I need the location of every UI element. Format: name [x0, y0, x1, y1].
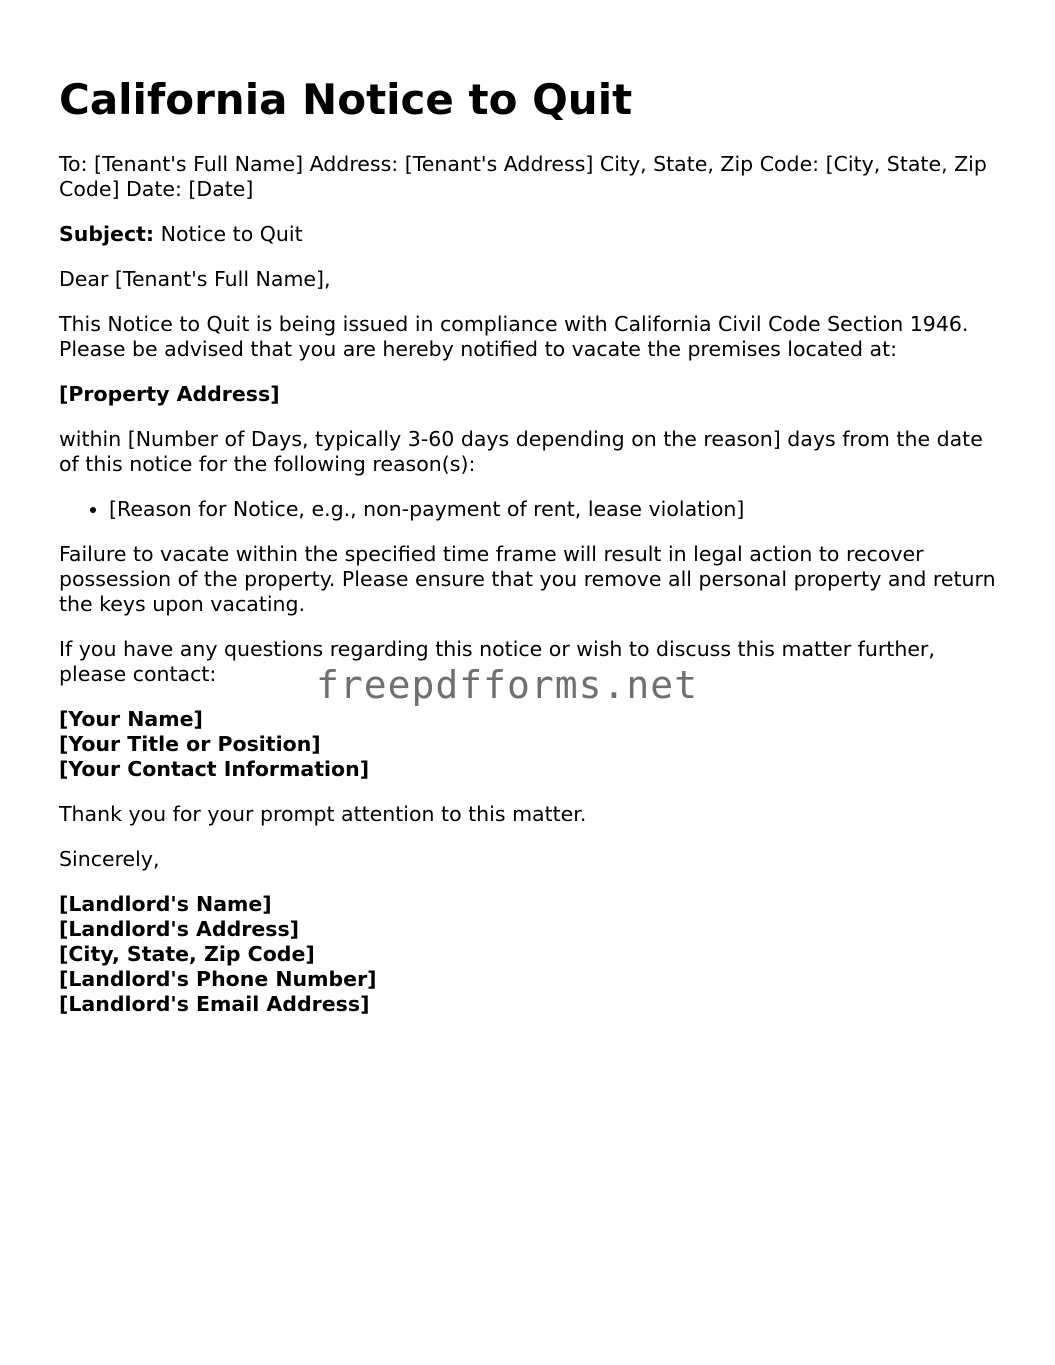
recipient-line: To: [Tenant's Full Name] Address: [Tenant's Address] City, State, Zip Code: [City, State, Zip Code] Date: [Date] — [59, 152, 987, 201]
questions-paragraph: If you have any questions regarding this notice or wish to discuss this matter further, please contact: — [59, 637, 935, 686]
property-address: [Property Address] — [59, 382, 280, 406]
watermark: freepdfforms.net — [316, 663, 699, 707]
document-page — [59, 72, 999, 1037]
subject-text: Notice to Quit — [154, 222, 303, 246]
contact-block — [59, 707, 999, 782]
landlord-email: [Landlord's Email Address] — [59, 992, 370, 1016]
landlord-name: [Landlord's Name] — [59, 892, 272, 916]
contact-info: [Your Contact Information] — [59, 757, 370, 781]
subject-label: Subject: — [59, 222, 155, 246]
salutation: Dear [Tenant's Full Name], — [59, 267, 331, 291]
contact-name: [Your Name] — [59, 707, 203, 731]
within-paragraph: within [Number of Days, typically 3-60 days depending on the reason] days from the date of this notice for the following reason(s): — [59, 427, 983, 476]
contact-title: [Your Title or Position] — [59, 732, 321, 756]
list-item: • [Reason for Notice, e.g., non-payment of rent, lease violation] — [109, 497, 999, 522]
closing-line: Sincerely, — [59, 847, 160, 871]
landlord-address: [Landlord's Address] — [59, 917, 300, 941]
subject-line — [59, 222, 999, 247]
failure-paragraph: Failure to vacate within the specified time frame will result in legal action to recover possession of the property. Please ensure that you remove all personal property and return the keys upon vacating. — [59, 542, 996, 616]
landlord-block — [59, 892, 999, 1017]
intro-paragraph: This Notice to Quit is being issued in compliance with California Civil Code Section 1946. Please be advised that you are hereby notified to vacate the premises located at: — [59, 312, 969, 361]
landlord-phone: [Landlord's Phone Number] — [59, 967, 377, 991]
document-title: California Notice to Quit — [59, 75, 633, 124]
thanks-line: Thank you for your prompt attention to this matter. — [59, 802, 587, 826]
landlord-city: [City, State, Zip Code] — [59, 942, 315, 966]
reasons-list — [59, 497, 999, 522]
